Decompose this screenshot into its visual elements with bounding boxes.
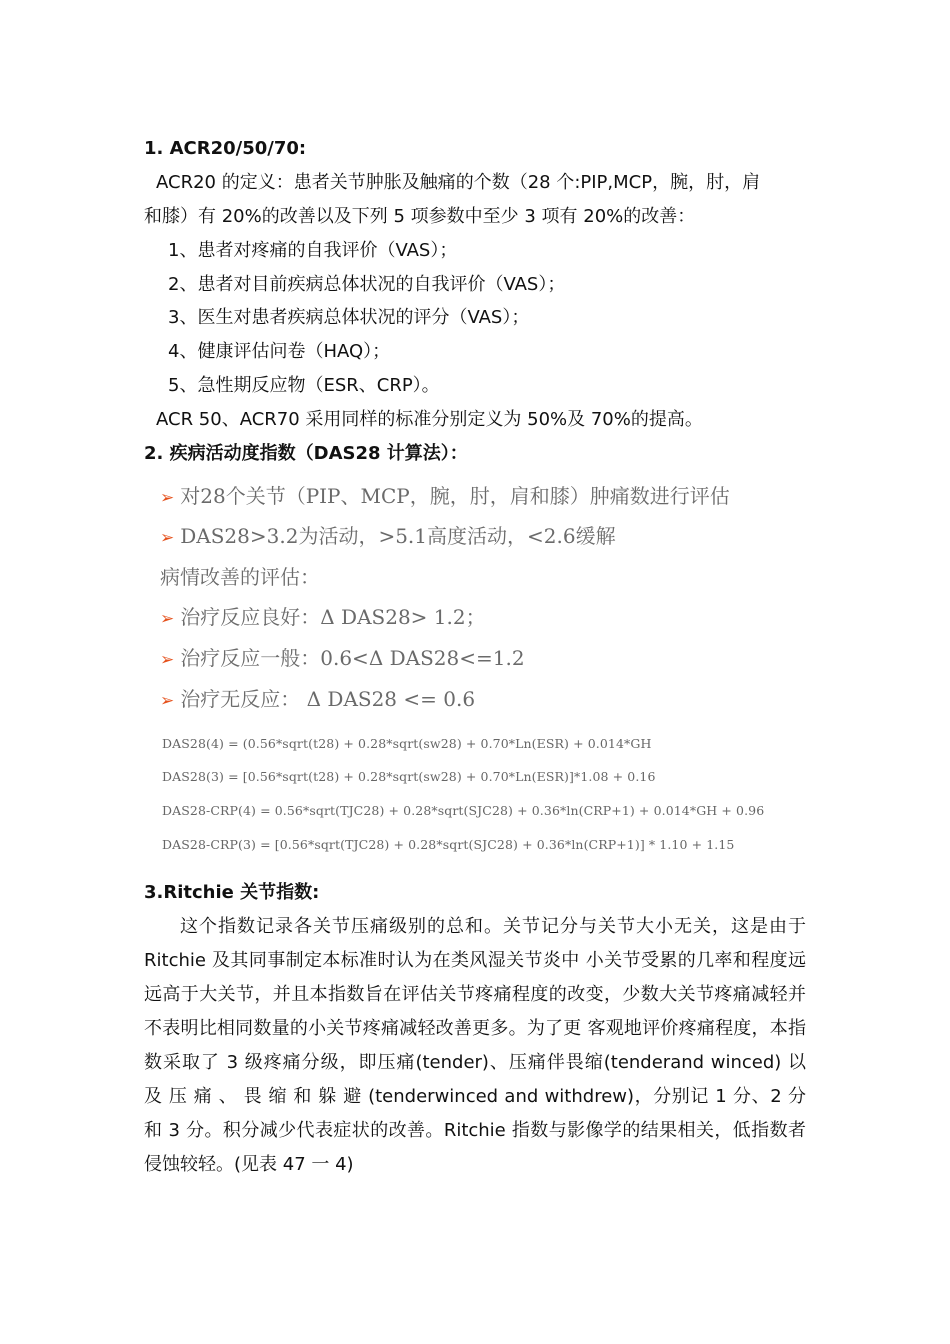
das28-bullet-2	[160, 522, 616, 552]
response-bullet-moderate	[160, 644, 525, 674]
arrow-bullet-icon: ➢	[160, 691, 175, 711]
section-1-heading: 1. ACR20/50/70:	[144, 138, 307, 159]
arrow-bullet-icon: ➢	[160, 609, 175, 629]
response-moderate-text: 治疗反应一般：0.6<Δ DAS28<=1.2	[180, 646, 525, 670]
section-2-heading: 2. 疾病活动度指数（DAS28 计算法）：	[144, 443, 468, 464]
improvement-subheading: 病情改善的评估：	[160, 565, 320, 589]
formula-das28-4: DAS28(4) = (0.56*sqrt(t28) + 0.28*sqrt(sw28) + 0.70*Ln(ESR) + 0.014*GH	[162, 736, 652, 751]
response-bullet-good	[160, 603, 486, 633]
acr20-definition-line-1: ACR20 的定义：患者关节肿胀及触痛的个数（28 个:PIP,MCP，腕，肘，肩	[156, 172, 761, 193]
acr-item-3: 3、医生对患者疾病总体状况的评分（VAS）；	[168, 307, 530, 328]
arrow-bullet-icon: ➢	[160, 528, 175, 548]
das28-bullet-1	[160, 482, 730, 512]
acr-item-4: 4、健康评估问卷（HAQ）；	[168, 341, 391, 362]
das28-bullet-1-text: 对28个关节（PIP、MCP，腕，肘，肩和膝）肿痛数进行评估	[180, 484, 730, 508]
das28-bullet-2-text: DAS28>3.2为活动，>5.1高度活动，<2.6缓解	[180, 524, 616, 548]
acr-item-5: 5、急性期反应物（ESR、CRP）。	[168, 375, 440, 396]
section-3-heading: 3.Ritchie 关节指数:	[144, 882, 320, 903]
formula-das28-crp-4: DAS28-CRP(4) = 0.56*sqrt(TJC28) + 0.28*sqrt(SJC28) + 0.36*ln(CRP+1) + 0.014*GH + 0.96	[162, 803, 765, 818]
acr20-definition-line-2: 和膝）有 20%的改善以及下列 5 项参数中至少 3 项有 20%的改善：	[144, 206, 696, 227]
arrow-bullet-icon: ➢	[160, 650, 175, 670]
response-good-text: 治疗反应良好：Δ DAS28> 1.2；	[180, 605, 486, 629]
ritchie-paragraph: 这个指数记录各关节压痛级别的总和。关节记分与关节大小无关，这是由于 Ritchie 及其同事制定本标准时认为在类风湿关节炎中 小关节受累的几率和程度远远高于大关节，并且本指数旨在评估关节疼痛程度的改变，少数大关节疼痛减轻并不表明比相同数量的小关节疼痛减轻改善更多。为了更 客观地评价疼痛程度，本指数采取了 3 级疼痛分级，即压痛(tender)、压痛伴畏缩(tenderand winced) 以 及 压 痛 、 畏 缩 和 躲 避 (tenderwinced and withdrew)，分别记 1 分、2 分和 3 分。积分减少代表症状的改善。Ritchie 指数与影像学的结果相关，低指数者侵蚀较轻。(见表 47 一 4)	[144, 916, 806, 1175]
arrow-bullet-icon: ➢	[160, 488, 175, 508]
formula-das28-crp-3: DAS28-CRP(3) = [0.56*sqrt(TJC28) + 0.28*sqrt(SJC28) + 0.36*ln(CRP+1)] * 1.10 + 1.15	[162, 837, 735, 852]
formula-das28-3: DAS28(3) = [0.56*sqrt(t28) + 0.28*sqrt(sw28) + 0.70*Ln(ESR)]*1.08 + 0.16	[162, 769, 656, 784]
acr-item-1: 1、患者对疼痛的自我评价（VAS）；	[168, 240, 458, 261]
acr-item-2: 2、患者对目前疾病总体状况的自我评价（VAS）；	[168, 274, 566, 295]
acr50-70-definition: ACR 50、ACR70 采用同样的标准分别定义为 50%及 70%的提高。	[156, 409, 703, 430]
response-bullet-none	[160, 685, 475, 715]
response-none-text: 治疗无反应： Δ DAS28 <= 0.6	[180, 687, 476, 711]
